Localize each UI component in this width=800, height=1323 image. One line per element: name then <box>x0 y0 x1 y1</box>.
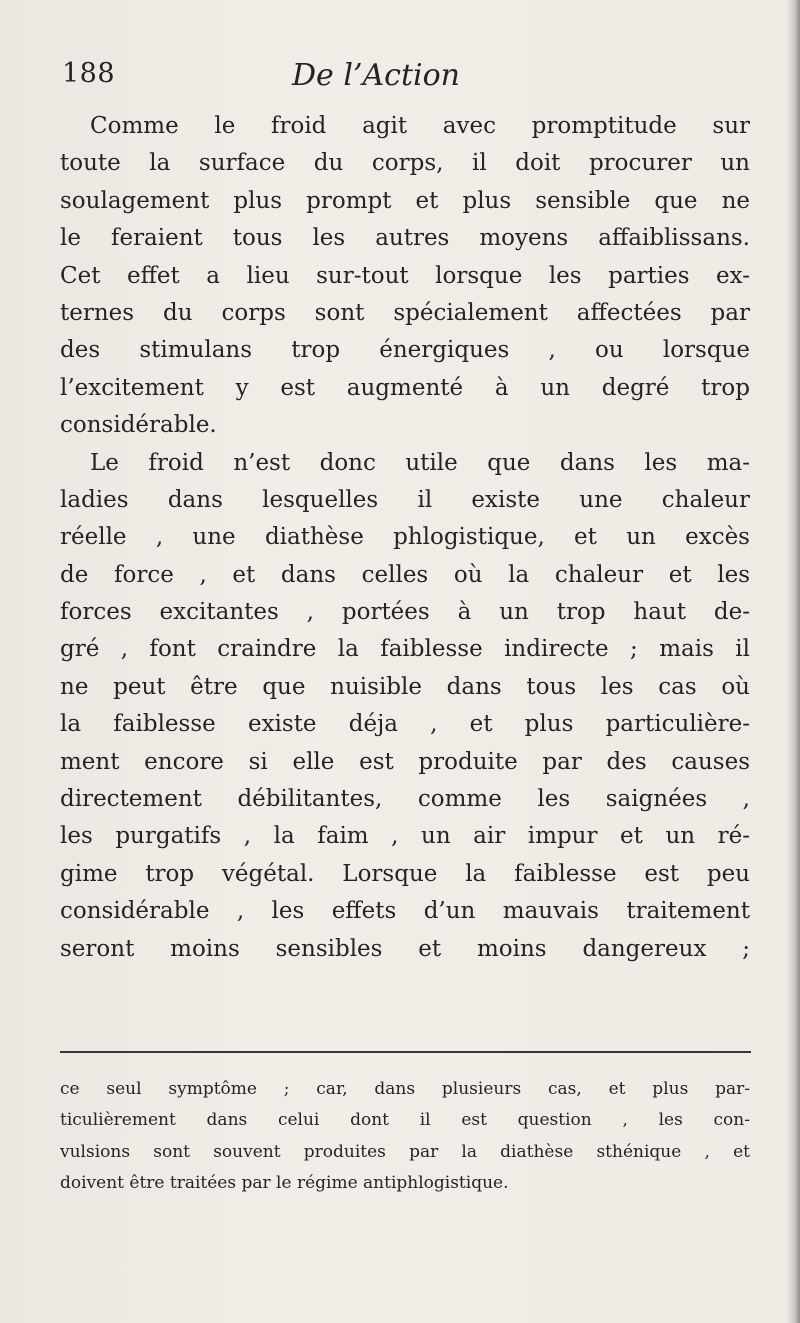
text-line: toute la surface du corps, il doit procurer un <box>60 150 750 177</box>
text-line: les purgatifs , la faim , un air impur et un ré- <box>60 823 750 850</box>
footnote-rule <box>60 1051 751 1053</box>
text-line: ternes du corps sont spécialement affectées par <box>60 299 750 326</box>
text-line: le feraient tous les autres moyens affaiblissans. <box>60 225 750 252</box>
text-line: la faiblesse existe déja , et plus particulière- <box>60 711 750 738</box>
text-line: des stimulans trop énergiques , ou lorsque <box>60 337 750 364</box>
running-head: De l’Action <box>292 58 460 93</box>
text-line: forces excitantes , portées à un trop haut de- <box>60 599 750 626</box>
text-line: considérable. <box>60 412 217 439</box>
text-line: l’excitement y est augmenté à un degré trop <box>60 374 750 401</box>
body-text <box>60 108 750 968</box>
text-line: ment encore si elle est produite par des causes <box>60 748 750 775</box>
text-line: de force , et dans celles où la chaleur et les <box>60 561 750 588</box>
text-line: ladies dans lesquelles il existe une chaleur <box>60 486 750 513</box>
page-edge-shadow <box>786 0 800 1323</box>
footnote-line: ticulièrement dans celui dont il est question , les con- <box>60 1110 750 1131</box>
footnote-line: doivent être traitées par le régime antiphlogistique. <box>60 1172 509 1193</box>
text-line: directement débilitantes, comme les saignées , <box>60 786 750 813</box>
text-line: gime trop végétal. Lorsque la faiblesse est peu <box>60 860 750 887</box>
footnote-line: vulsions sont souvent produites par la diathèse sthénique , et <box>60 1141 750 1162</box>
page-header <box>60 58 750 102</box>
footnote-line: ce seul symptôme ; car, dans plusieurs cas, et plus par- <box>60 1079 750 1099</box>
text-line: Comme le froid agit avec promptitude sur <box>90 113 750 139</box>
footnote <box>60 1074 750 1199</box>
text-line: seront moins sensibles et moins dangereux ; <box>60 935 750 962</box>
text-line: Le froid n’est donc utile que dans les ma- <box>90 449 750 476</box>
page-number: 188 <box>62 58 116 89</box>
text-line: réelle , une diathèse phlogistique, et un excès <box>60 524 750 551</box>
text-line: Cet effet a lieu sur-tout lorsque les parties ex- <box>60 262 750 289</box>
text-line: considérable , les effets d’un mauvais traitement <box>60 898 750 925</box>
text-line: ne peut être que nuisible dans tous les cas où <box>60 673 750 700</box>
text-line: soulagement plus prompt et plus sensible que ne <box>60 187 750 214</box>
text-line: gré , font craindre la faiblesse indirecte ; mais il <box>60 636 750 663</box>
